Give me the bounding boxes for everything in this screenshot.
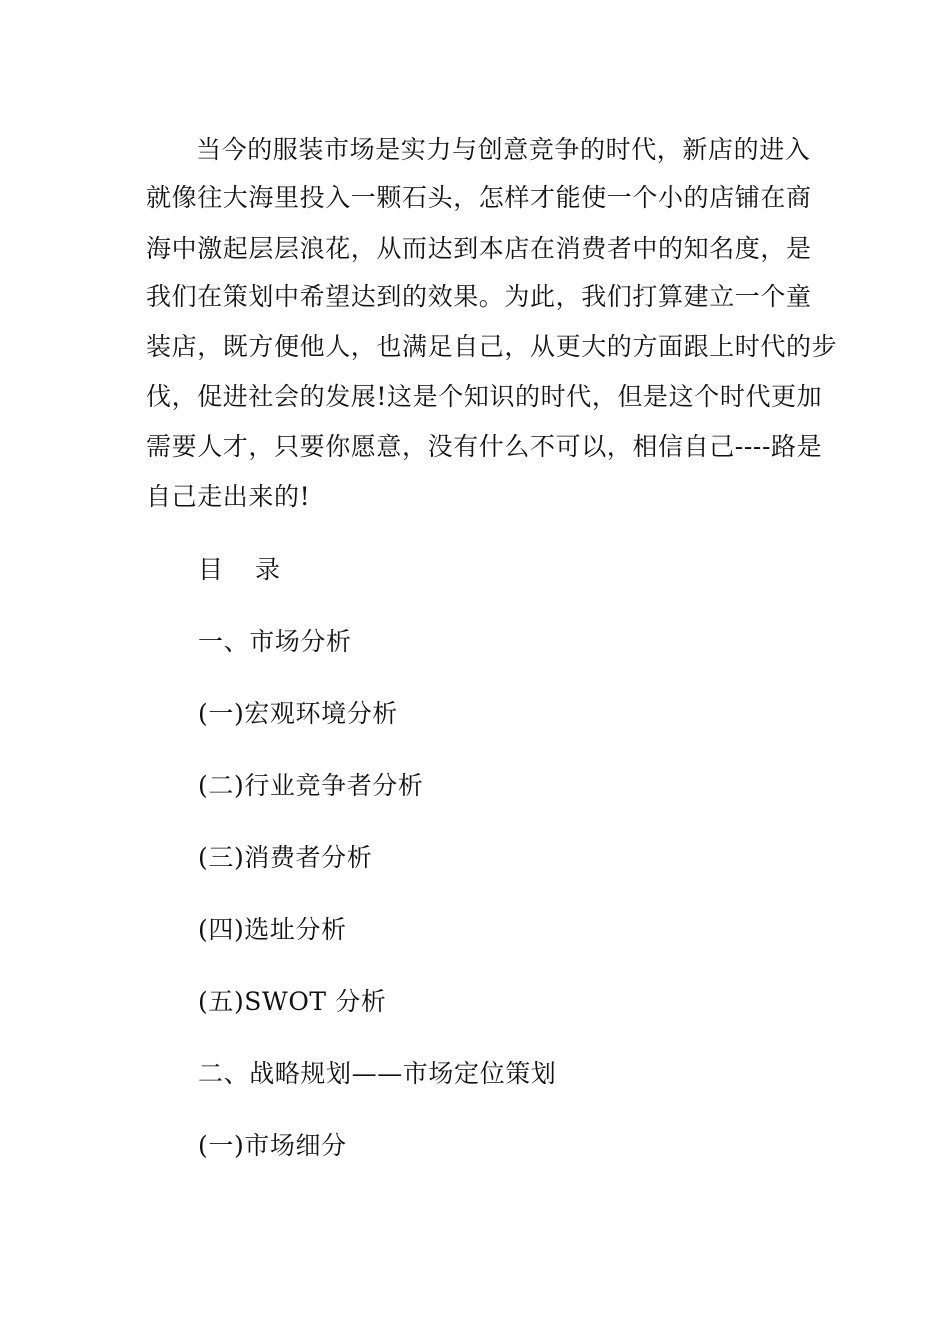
intro-line-3: 海中激起层层浪花，从而达到本店在消费者中的知名度，是 xyxy=(146,234,812,263)
intro-line-5: 装店，既方便他人，也满足自己，从更大的方面跟上时代的步 xyxy=(146,332,838,361)
toc-item: (一)宏观环境分析 xyxy=(198,699,398,728)
toc-title: 目 录 xyxy=(198,555,292,584)
intro-line-8: 自己走出来的! xyxy=(146,482,311,511)
toc-item: 一、市场分析 xyxy=(198,627,352,656)
intro-line-4: 我们在策划中希望达到的效果。为此，我们打算建立一个童 xyxy=(146,282,812,311)
toc-item: (五)SWOT 分析 xyxy=(198,987,387,1016)
toc-item: (三)消费者分析 xyxy=(198,843,373,872)
toc-item: (四)选址分析 xyxy=(198,915,347,944)
intro-line-6: 伐，促进社会的发展!这是个知识的时代，但是这个时代更加 xyxy=(146,382,823,411)
toc-item: (一)市场细分 xyxy=(198,1131,347,1160)
intro-line-2: 就像往大海里投入一颗石头，怎样才能使一个小的店铺在商 xyxy=(146,183,812,212)
intro-line-1: 当今的服装市场是实力与创意竞争的时代，新店的进入 xyxy=(196,135,811,164)
toc-item: (二)行业竞争者分析 xyxy=(198,771,424,800)
intro-line-7: 需要人才，只要你愿意，没有什么不可以，相信自己----路是 xyxy=(146,432,823,461)
toc-item: 二、战略规划——市场定位策划 xyxy=(198,1059,557,1088)
